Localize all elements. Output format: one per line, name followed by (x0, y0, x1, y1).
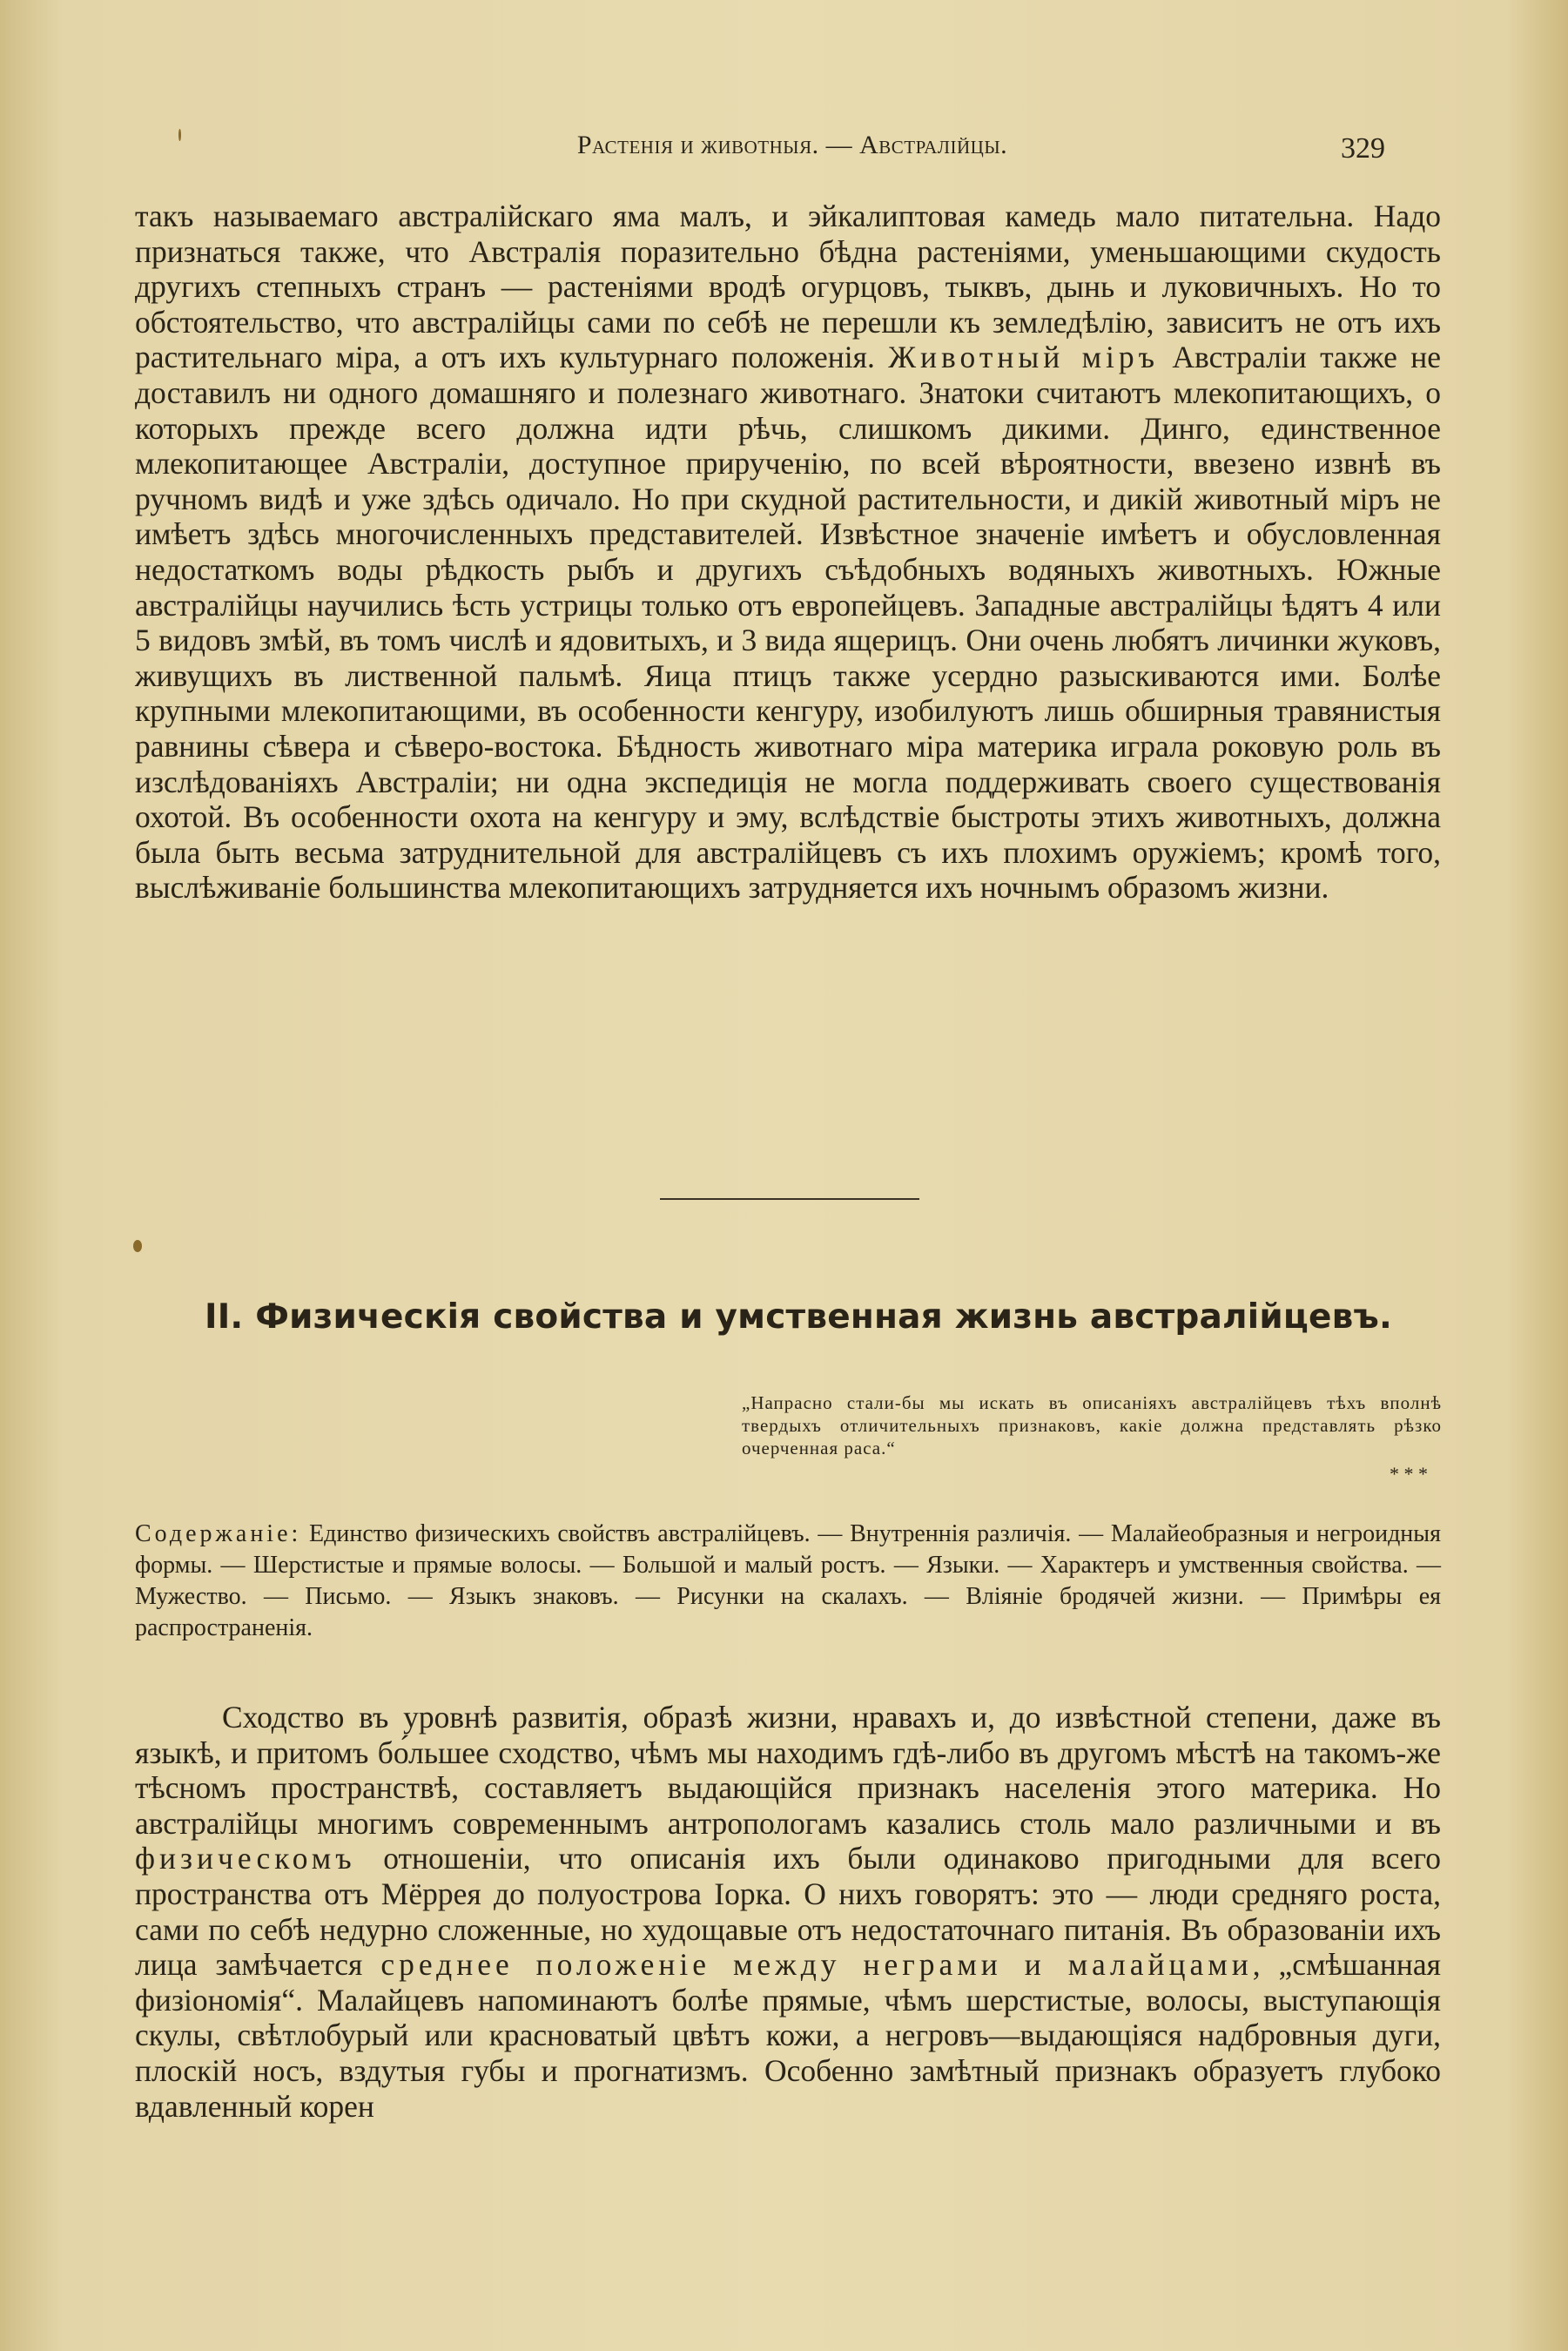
section-title: II. Физическія свойства и умственная жизнь австралійцевъ. (205, 1297, 1393, 1337)
paragraph-text: такъ называемаго австралійскаго яма малъ, и эйкалиптовая камедь мало питательна. Надо признаться также, что Австралія поразительно бѣдна растеніями, уменьшающими скудость другихъ степныхъ странъ — растеніями вродѣ огурцовъ, тыквъ, дынь и луковичныхъ. Но то обстоятельство, что австралійцы сами по себѣ не перешли къ земледѣлію, зависитъ не отъ ихъ растительнаго міра, а отъ ихъ культурнаго положенія. (135, 199, 1441, 375)
paragraph-text: , „смѣшанная физіономія“. Малайцевъ напоминаютъ болѣе прямые, чѣмъ шерстистые, волосы, выступающія скулы, свѣтлобурый или красноватый цвѣтъ кожи, а негровъ—выдающіяся надбровныя дуги, плоскій носъ, вздутыя губы и прогнатизмъ. Особенно замѣтный признакъ образуетъ глубоко вдавленный корен (135, 1947, 1441, 2124)
paragraph-physical-traits (135, 1700, 1441, 2124)
spaced-emphasis: среднее положеніе между неграми и малайцами (380, 1947, 1253, 1983)
spaced-emphasis: Животный міръ (888, 340, 1160, 375)
contents-text: Единство физическихъ свойствъ австралійцевъ. — Внутреннія различія. — Малайеобразныя и негроидныя формы. — Шерстистые и прямые волосы. — Большой и малый ростъ. — Языки. — Характеръ и умственныя свойства. — Мужество. — Письмо. — Языкъ знаковъ. — Рисунки на скалахъ. — Вліяніе бродячей жизни. — Примѣры ея распространенія. (135, 1520, 1441, 1641)
spaced-emphasis: физическомъ (135, 1841, 356, 1876)
page-number: 329 (1341, 132, 1385, 165)
running-head: Растенія и животныя. — Австралійцы. (576, 131, 1008, 159)
paragraph-text: отношеніи, что описанія ихъ были одинаково пригодными для всего пространства отъ Мёррея до полуострова Іорка. О нихъ говорятъ: это — люди средняго роста, сами по себѣ недурно сложенные, но худощавые отъ недостаточнаго питанія. Въ образованіи ихъ лица замѣчается (135, 1841, 1441, 1983)
asterism: * * * (1390, 1463, 1428, 1485)
paragraph-animals-plants (135, 199, 1441, 906)
section-separator-rule (660, 1198, 919, 1200)
paragraph-text: Австраліи также не доставилъ ни одного домашняго и полезнаго животнаго. Знатоки считаютъ млекопитающихъ, о которыхъ прежде всего должна идти рѣчь, слишкомъ дикими. Динго, единственное млекопитающее Австраліи, доступное прирученію, по всей вѣроятности, ввезено извнѣ въ ручномъ видѣ и уже здѣсь одичало. Но при скудной растительности, и дикій животный міръ не имѣетъ здѣсь многочисленныхъ представителей. Извѣстное значеніе имѣетъ и обусловленная недостаткомъ воды рѣдкость рыбъ и другихъ съѣдобныхъ водяныхъ животныхъ. Южные австралійцы научились ѣсть устрицы только отъ европейцевъ. Западные австралійцы ѣдятъ 4 или 5 видовъ змѣй, въ томъ числѣ и ядовитыхъ, и 3 вида ящерицъ. Они очень любятъ личинки жуковъ, живущихъ въ лиственной пальмѣ. Яица птицъ также усердно разыскиваются ими. Болѣе крупными млекопитающими, въ особенности кенгуру, изобилуютъ лишь обширныя травянистыя равнины сѣвера и сѣверо-востока. Бѣдность животнаго міра материка играла роковую роль въ изслѣдованіяхъ Австраліи; ни одна экспедиція не могла поддерживать своего существованія охотой. Въ особенности охота на кенгуру и эму, вслѣдствіе быстроты этихъ животныхъ, должна была быть весьма затруднительной для австралійцевъ съ ихъ плохимъ оружіемъ; кромѣ того, выслѣживаніе большинства млекопитающихъ затрудняется ихъ ночнымъ образомъ жизни. (135, 340, 1442, 906)
paper-speck (178, 129, 181, 141)
epigraph: „Напрасно стали-бы мы искать въ описаніяхъ австралійцевъ тѣхъ вполнѣ твердыхъ отличительныхъ признаковъ, какіе должна представлять рѣзко очерченная раса.“ (742, 1392, 1442, 1458)
paragraph-text: Сходство въ уровнѣ развитія, образѣ жизни, нравахъ и, до извѣстной степени, даже въ языкѣ, и притомъ бо́льшее сходство, чѣмъ мы находимъ гдѣ-либо въ другомъ мѣстѣ на такомъ-же тѣсномъ пространствѣ, составляетъ выдающійся признакъ населенія этого материка. Но австралійцы многимъ современнымъ антропологамъ казались столь мало различными и въ (135, 1700, 1441, 1841)
paper-speck (133, 1240, 142, 1252)
contents-label: Содержаніе: (135, 1520, 302, 1547)
section-contents-summary (135, 1519, 1441, 1644)
